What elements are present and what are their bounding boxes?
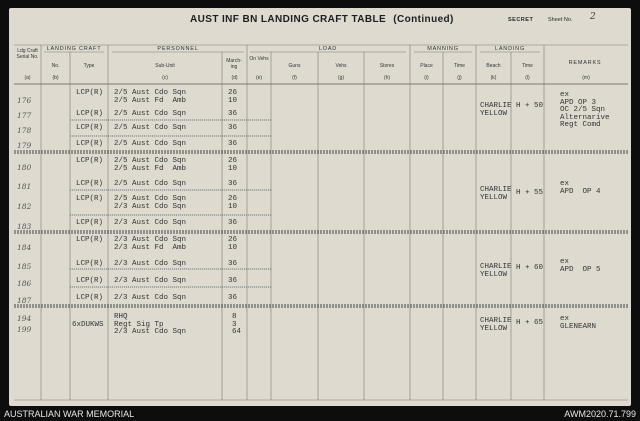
header-subunit: Sub-Unit: [155, 63, 175, 69]
serial-number: 177: [17, 111, 32, 120]
sub-unit: 2/3 Aust Cdo Sqn: [114, 219, 187, 227]
remarks: ex APD OP 4: [560, 180, 601, 196]
craft-type: LCP(R): [76, 124, 104, 132]
marching-count: 36: [228, 140, 238, 148]
header-landing-time: Time: [522, 63, 533, 69]
craft-type: LCP(R): [76, 195, 104, 203]
craft-type: LCP(R): [76, 277, 104, 285]
craft-type: 6xDUKWS: [72, 321, 104, 329]
marching-count: 36: [228, 277, 238, 285]
marching-count: 26 10: [228, 236, 238, 252]
landing-beach: CHARLIE YELLOW: [480, 263, 512, 279]
sub-unit: 2/3 Aust Cdo Sqn: [114, 277, 187, 285]
col-letter: (e): [255, 75, 263, 81]
landing-beach: CHARLIE YELLOW: [480, 102, 512, 118]
landing-beach: CHARLIE YELLOW: [480, 186, 512, 202]
group-manning: MANNING: [427, 46, 459, 52]
header-beach: Beach: [486, 63, 501, 69]
serial-number: 179: [17, 141, 32, 150]
col-letter: (h): [383, 75, 391, 81]
sub-unit: 2/3 Aust Cdo Sqn 2/3 Aust Fd Amb: [114, 236, 187, 252]
marching-count: 8 3 64: [232, 313, 242, 336]
serial-number: 199: [17, 325, 32, 334]
serial-number: 180: [17, 163, 32, 172]
craft-type: LCP(R): [76, 260, 104, 268]
col-letter: (c): [162, 75, 168, 81]
craft-type: LCP(R): [76, 294, 104, 302]
landing-time: H + 65: [516, 319, 544, 327]
sub-unit: 2/5 Aust Cdo Sqn 2/5 Aust Fd Amb: [114, 157, 187, 173]
remarks: ex GLENEARN: [560, 315, 597, 331]
sheet-number-label: Sheet No.: [548, 17, 573, 23]
marching-count: 36: [228, 180, 238, 188]
craft-type: LCP(R): [76, 140, 104, 148]
serial-number: 187: [17, 296, 32, 305]
header-stores: Stores: [379, 63, 395, 69]
header-time: Time: [454, 63, 465, 69]
header-guns: Guns: [288, 63, 301, 69]
sheet-number: 2: [590, 12, 596, 22]
group-personnel: PERSONNEL: [157, 46, 199, 52]
footer-attribution: AUSTRALIAN WAR MEMORIAL: [4, 409, 135, 419]
col-letter: (d): [231, 75, 238, 81]
sub-unit: 2/5 Aust Cdo Sqn 2/5 Aust Fd Amb: [114, 89, 187, 105]
craft-type: LCP(R): [76, 219, 104, 227]
sub-unit: 2/5 Aust Cdo Sqn: [114, 124, 187, 132]
serial-number: 178: [17, 126, 32, 135]
serial-number: 194: [17, 314, 32, 323]
serial-number: 186: [17, 279, 32, 288]
col-letter: (f): [292, 75, 297, 81]
marching-count: 36: [228, 219, 238, 227]
header-serial: Ldg Craft Serial No.: [16, 48, 39, 60]
footer-accession-number: AWM2020.71.799: [564, 409, 636, 419]
marching-count: 36: [228, 260, 238, 268]
craft-type: LCP(R): [76, 110, 104, 118]
title-suffix: (Continued): [393, 14, 454, 25]
header-type: Type: [83, 63, 95, 69]
sub-unit: 2/5 Aust Cdo Sqn: [114, 140, 187, 148]
security-classification: SECRET: [508, 17, 534, 23]
marching-count: 26 10: [228, 195, 238, 211]
header-on-vehs: On Vehs: [249, 56, 269, 62]
sub-unit: 2/5 Aust Cdo Sqn: [114, 180, 187, 188]
sub-unit: 2/3 Aust Cdo Sqn: [114, 294, 187, 302]
craft-type: LCP(R): [76, 157, 104, 165]
group-load: LOAD: [318, 46, 338, 52]
serial-number: 181: [17, 182, 32, 191]
col-letter: (g): [337, 75, 345, 81]
serial-number: 184: [17, 243, 32, 252]
header-no: No.: [51, 63, 60, 69]
craft-type: LCP(R): [76, 89, 104, 97]
col-letter: (a): [24, 75, 31, 81]
sub-unit: 2/3 Aust Cdo Sqn: [114, 260, 187, 268]
col-letter: (i): [424, 75, 429, 81]
marching-count: 26 10: [228, 157, 238, 173]
serial-number: 185: [17, 262, 32, 271]
remarks: ex APD OP 5: [560, 258, 601, 274]
header-vehs: Vehs: [335, 63, 347, 69]
header-marching: March-ing: [226, 58, 242, 70]
sub-unit: 2/5 Aust Cdo Sqn: [114, 110, 187, 118]
landing-time: H + 60: [516, 264, 544, 272]
craft-type: LCP(R): [76, 180, 104, 188]
serial-number: 183: [17, 222, 32, 231]
sub-unit: RHQ Regt Sig Tp 2/3 Aust Cdo Sqn: [114, 313, 187, 336]
col-letter: (m): [582, 75, 590, 81]
landing-beach: CHARLIE YELLOW: [480, 317, 512, 333]
remarks: ex APD OP 3 OC 2/5 Sqn Alternarive Regt Comd: [560, 91, 610, 129]
group-remarks: REMARKS: [568, 60, 602, 66]
title-main: AUST INF BN LANDING CRAFT TABLE: [190, 14, 387, 25]
craft-type: LCP(R): [76, 236, 104, 244]
serial-number: 176: [17, 96, 32, 105]
landing-time: H + 55: [516, 189, 544, 197]
serial-number: 182: [17, 202, 32, 211]
col-letter: (l): [525, 75, 530, 81]
group-landing-craft: LANDING CRAFT: [46, 46, 102, 52]
group-landing: LANDING: [494, 46, 526, 52]
col-letter: (k): [490, 75, 497, 81]
marching-count: 26 10: [228, 89, 238, 105]
header-place: Place: [420, 63, 433, 69]
sub-unit: 2/5 Aust Cdo Sqn 2/3 Aust Cdo Sqn: [114, 195, 187, 211]
marching-count: 36: [228, 110, 238, 118]
col-letter: (b): [52, 75, 59, 81]
document-title: [190, 14, 454, 25]
landing-time: H + 50: [516, 102, 544, 110]
marching-count: 36: [228, 124, 238, 132]
marching-count: 36: [228, 294, 238, 302]
col-letter: (j): [457, 75, 462, 81]
